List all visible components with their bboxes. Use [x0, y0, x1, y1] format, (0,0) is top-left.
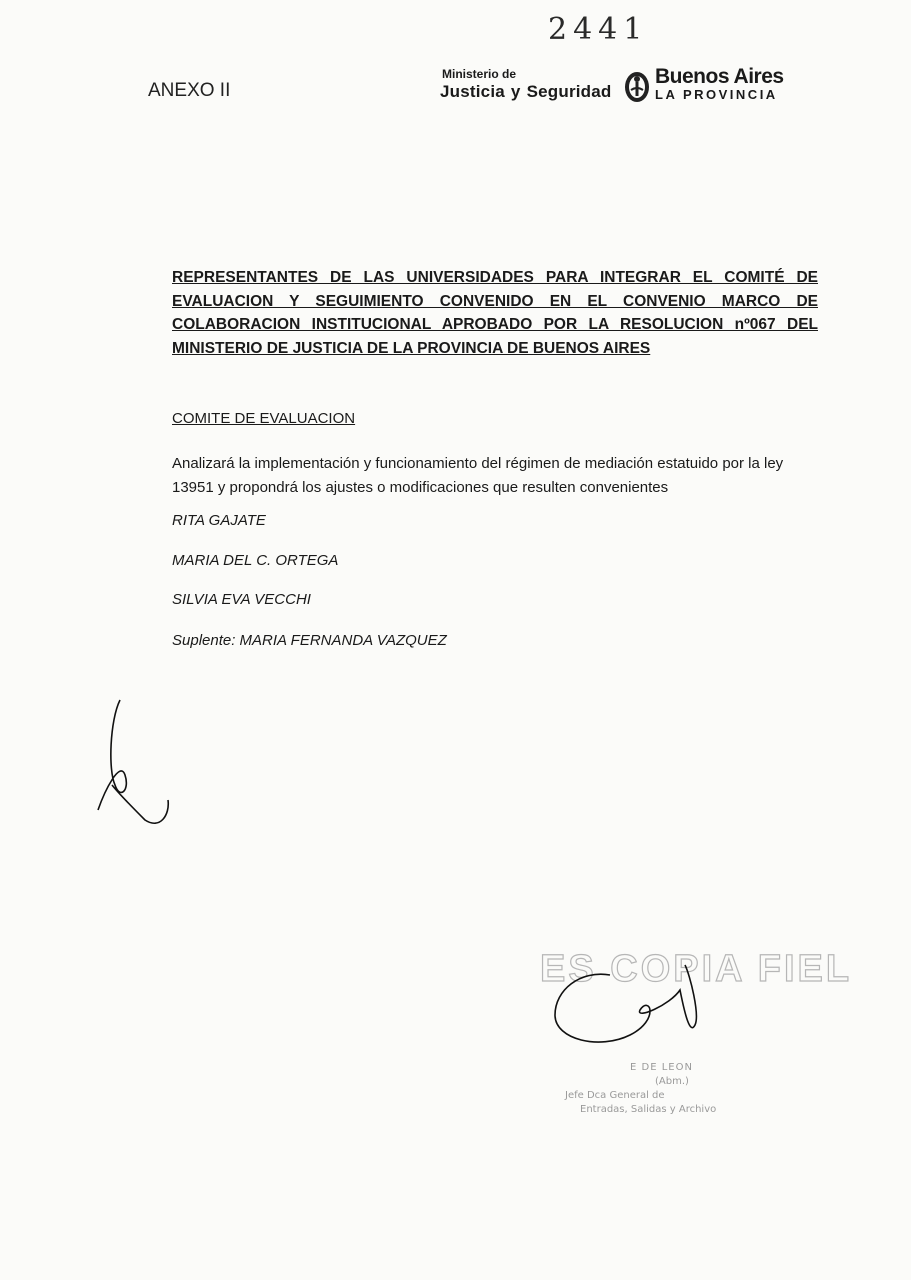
- ministry-justicia: Justicia: [440, 82, 505, 101]
- ministry-y: y: [510, 82, 521, 101]
- ministry-line1: Ministerio de: [442, 67, 517, 81]
- stamp-name-line: E DE LEON: [630, 1062, 693, 1073]
- member-name: SILVIA EVA VECCHI: [172, 591, 311, 608]
- ministry-line2: [440, 83, 612, 100]
- ministry-seguridad: Seguridad: [526, 82, 612, 101]
- document-heading: REPRESENTANTES DE LAS UNIVERSIDADES PARA INTEGRAR EL COMITÉ DE EVALUACION Y SEGUIMIENTO CONVENIDO EN EL CONVENIO MARCO DE COLABORACION INSTITUCIONAL APROBADO POR LA RESOLUCION nº067 DEL MINISTERIO DE JUSTICIA DE LA PROVINCIA DE BUENOS AIRES: [172, 269, 818, 357]
- province-logo: [655, 66, 784, 101]
- annex-label: ANEXO II: [148, 80, 231, 101]
- stamp-title-line: (Abm.): [655, 1076, 689, 1087]
- member-name: MARIA DEL C. ORTEGA: [172, 552, 339, 569]
- stamp-department-line: Entradas, Salidas y Archivo: [580, 1104, 717, 1115]
- alternate-member: Suplente: MARIA FERNANDA VAZQUEZ: [172, 632, 447, 649]
- ministry-header: [440, 68, 612, 100]
- province-emblem-icon: [622, 68, 652, 104]
- official-signature: [540, 955, 740, 1065]
- section-title: COMITE DE EVALUACION: [172, 410, 356, 427]
- initial-signature: [90, 690, 190, 840]
- member-name: RITA GAJATE: [172, 512, 266, 529]
- certified-copy-stamp: ES COPIA FIEL: [540, 948, 853, 990]
- folio-number: 2441: [548, 12, 649, 47]
- logo-subtitle: LA PROVINCIA: [655, 87, 778, 102]
- logo-title: Buenos Aires: [655, 65, 784, 88]
- stamp-office-line: Jefe Dca General de: [565, 1090, 665, 1101]
- committee-description: Analizará la implementación y funcionamiento del régimen de mediación estatuido por la ley 13951 y propondrá los ajustes o modificaciones que resulten convenientes: [172, 455, 784, 496]
